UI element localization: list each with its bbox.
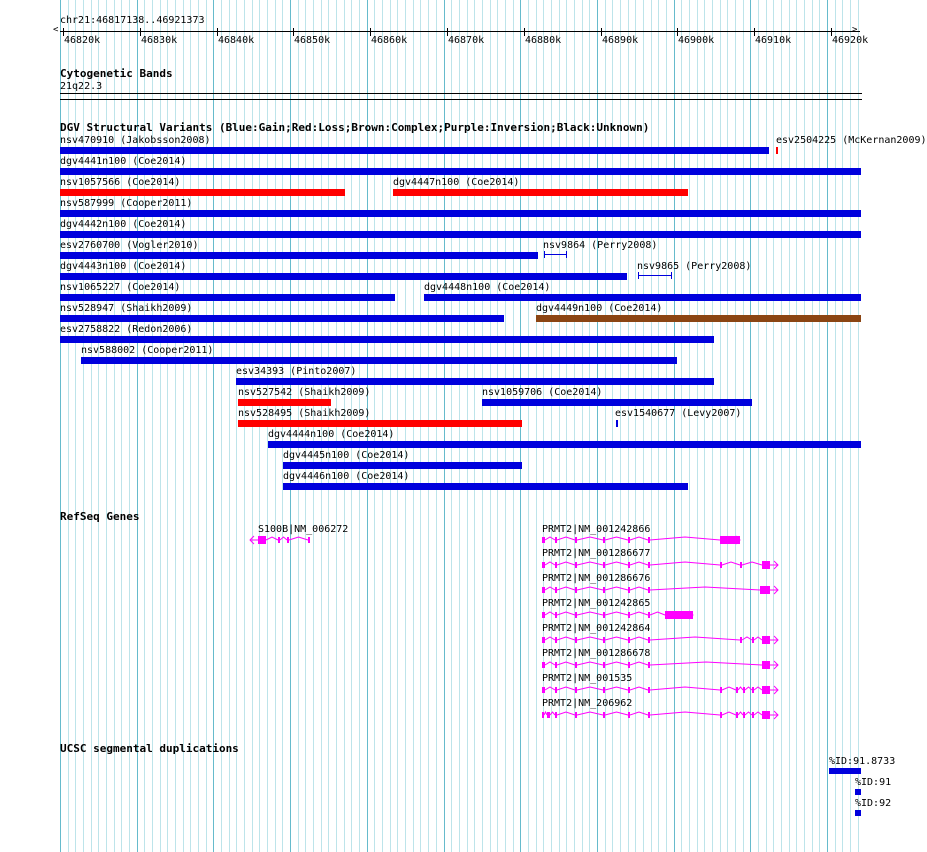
gene-exon <box>542 687 545 693</box>
gene-label[interactable]: PRMT2|NM_001535 <box>542 673 633 684</box>
gene-exon <box>628 562 630 568</box>
gene-exon <box>752 637 754 643</box>
gene-exon <box>555 687 557 693</box>
gene-intron-line <box>630 537 648 540</box>
gene-intron-line <box>557 687 575 690</box>
gene-label[interactable]: PRMT2|NM_001242864 <box>542 623 651 634</box>
gene-intron-line <box>745 687 752 690</box>
gene-exon <box>555 562 557 568</box>
gene-intron-line <box>577 537 603 540</box>
gene-exon <box>762 661 770 669</box>
gene-label[interactable]: PRMT2|NM_001242866 <box>542 524 651 535</box>
ruler-tick-label: 46920k <box>832 35 869 46</box>
gene-intron-line <box>605 662 628 665</box>
gene-intron-line <box>545 562 555 565</box>
gene-intron-line <box>650 562 720 565</box>
dgv-variant-label[interactable]: dgv4449n100 (Coe2014) <box>536 303 663 314</box>
gene-exon <box>752 712 754 718</box>
dgv-variant-label[interactable]: nsv1057566 (Coe2014) <box>60 177 181 188</box>
gene-exon <box>760 586 770 594</box>
ruler-tick-label: 46820k <box>64 35 101 46</box>
gene-intron-line <box>630 712 648 715</box>
ruler-tick-label: 46830k <box>141 35 178 46</box>
dgv-variant-label[interactable]: esv2504225 (McKernan2009) <box>776 135 927 146</box>
gene-label[interactable]: S100B|NM_006272 <box>258 524 349 535</box>
gene-exon <box>258 536 266 544</box>
dgv-variant-label[interactable]: dgv4446n100 (Coe2014) <box>283 471 410 482</box>
dgv-variant-label[interactable]: esv34393 (Pinto2007) <box>236 366 357 377</box>
gene-intron-line <box>605 712 628 715</box>
gene-label[interactable]: PRMT2|NM_001242865 <box>542 598 651 609</box>
gene-exon <box>628 662 630 668</box>
gene-label[interactable]: PRMT2|NM_001286677 <box>542 548 651 559</box>
gene-exon <box>603 612 605 618</box>
gene-exon <box>542 537 545 543</box>
gene-intron-line <box>557 637 575 640</box>
segdup-bar[interactable] <box>855 810 861 816</box>
dgv-variant-label[interactable]: nsv9864 (Perry2008) <box>543 240 658 251</box>
gene-intron-line <box>577 712 603 715</box>
gene-intron-line <box>742 562 762 565</box>
gene-exon <box>762 711 770 719</box>
ruler-tick-label: 46880k <box>525 35 562 46</box>
gene-exon <box>575 662 577 668</box>
gene-intron-line <box>266 537 278 540</box>
gene-exon <box>762 686 770 694</box>
gene-exon <box>603 587 605 593</box>
gene-intron-line <box>742 637 752 640</box>
gene-intron-line <box>605 637 628 640</box>
gene-exon <box>628 612 630 618</box>
gene-exon <box>575 712 577 718</box>
gene-exon <box>287 537 289 543</box>
gene-intron-line <box>605 687 628 690</box>
ruler-tick-label: 46860k <box>371 35 408 46</box>
dgv-variant-label[interactable]: dgv4442n100 (Coe2014) <box>60 219 187 230</box>
gene-exon <box>603 537 605 543</box>
gene-intron-line <box>577 662 603 665</box>
ruler-location-label: chr21:46817138..46921373 <box>60 15 205 26</box>
dgv-variant-label[interactable]: nsv1065227 (Coe2014) <box>60 282 181 293</box>
dgv-variant-label[interactable]: dgv4443n100 (Coe2014) <box>60 261 187 272</box>
gene-exon <box>542 562 545 568</box>
gene-exon <box>555 637 557 643</box>
gene-intron-line <box>557 587 575 590</box>
gene-intron-line <box>557 562 575 565</box>
gene-exon <box>762 636 770 644</box>
gene-exon <box>575 562 577 568</box>
gene-intron-line <box>605 587 628 590</box>
dgv-variant-label[interactable]: nsv9865 (Perry2008) <box>637 261 752 272</box>
gene-intron-line <box>650 537 720 540</box>
gene-exon <box>648 637 650 643</box>
gene-intron-line <box>545 662 555 665</box>
segdup-bar[interactable] <box>829 768 861 774</box>
gene-intron-line <box>545 587 555 590</box>
gene-intron-line <box>745 712 752 715</box>
gene-exon <box>308 537 310 543</box>
dgv-variant-label[interactable]: dgv4448n100 (Coe2014) <box>424 282 551 293</box>
ruler-tick-label: 46900k <box>678 35 715 46</box>
gene-intron-line <box>630 687 648 690</box>
dgv-variant-label[interactable]: dgv4444n100 (Coe2014) <box>268 429 395 440</box>
gene-exon <box>720 712 722 718</box>
gene-label[interactable]: PRMT2|NM_206962 <box>542 698 633 709</box>
segdup-label[interactable]: %ID:92 <box>855 798 892 809</box>
gene-intron-line <box>630 587 648 590</box>
gene-exon <box>762 561 770 569</box>
dgv-variant-label[interactable]: nsv587999 (Cooper2011) <box>60 198 193 209</box>
ruler-right-arrow-icon: > <box>852 25 858 35</box>
gene-intron-line <box>577 637 603 640</box>
gene-intron-line <box>754 712 762 715</box>
gene-intron-line <box>630 662 648 665</box>
dgv-variant-label[interactable]: dgv4445n100 (Coe2014) <box>283 450 410 461</box>
gene-exon <box>736 712 738 718</box>
gene-intron-line <box>722 712 736 715</box>
gene-exon <box>648 612 650 618</box>
gene-intron-line <box>545 612 555 615</box>
gene-exon <box>278 537 280 543</box>
gene-exon <box>542 587 545 593</box>
ruler-tick-label: 46910k <box>755 35 792 46</box>
dgv-variant-label[interactable]: esv2758822 (Redon2006) <box>60 324 193 335</box>
gene-intron-line <box>630 637 648 640</box>
gene-exon <box>603 687 605 693</box>
dgv-variant-label[interactable]: esv1540677 (Levy2007) <box>615 408 742 419</box>
gene-intron-line <box>545 537 555 540</box>
gene-exon <box>575 537 577 543</box>
gene-intron-line <box>754 637 762 640</box>
gene-exon <box>743 687 745 693</box>
cytobands-track-title[interactable]: Cytogenetic Bands <box>60 67 173 80</box>
gene-intron-line <box>650 662 762 665</box>
gene-exon <box>575 587 577 593</box>
gene-intron-line <box>605 562 628 565</box>
gene-exon <box>752 687 754 693</box>
dgv-track-title[interactable]: DGV Structural Variants (Blue:Gain;Red:Loss;Brown:Complex;Purple:Inversion;Black:Unknown) <box>60 121 650 134</box>
gene-exon <box>648 662 650 668</box>
ruler-tick-label: 46890k <box>602 35 639 46</box>
ruler-tick-label: 46870k <box>448 35 485 46</box>
gene-exon <box>555 537 557 543</box>
gene-exon <box>555 712 557 718</box>
gene-intron-line <box>577 562 603 565</box>
gene-intron-line <box>577 587 603 590</box>
dgv-variant-label[interactable]: esv2760700 (Vogler2010) <box>60 240 199 251</box>
gene-exon <box>628 637 630 643</box>
ruler-left-arrow-icon: < <box>53 25 59 35</box>
gene-intron-line <box>605 537 628 540</box>
gene-intron-line <box>289 537 308 540</box>
gene-intron-line <box>738 712 743 715</box>
gene-exon <box>547 712 550 718</box>
gene-exon <box>555 587 557 593</box>
gene-label[interactable]: PRMT2|NM_001286678 <box>542 648 651 659</box>
gene-exon <box>628 687 630 693</box>
dgv-variant-label[interactable]: nsv588002 (Cooper2011) <box>81 345 214 356</box>
gene-exon <box>603 562 605 568</box>
gene-intron-line <box>545 637 555 640</box>
gene-intron-line <box>280 537 287 540</box>
gene-intron-line <box>557 612 575 615</box>
gene-exon <box>603 662 605 668</box>
segdup-bar[interactable] <box>855 789 861 795</box>
gene-intron-line <box>545 687 555 690</box>
gene-intron-line <box>650 712 720 715</box>
gene-intron-line <box>630 562 648 565</box>
dgv-variant-label[interactable]: nsv470910 (Jakobsson2008) <box>60 135 211 146</box>
dgv-variant-label[interactable]: dgv4447n100 (Coe2014) <box>393 177 520 188</box>
gene-exon <box>648 587 650 593</box>
gene-exon <box>542 662 545 668</box>
gene-exon <box>648 712 650 718</box>
gene-exon <box>628 712 630 718</box>
dgv-variant-label[interactable]: dgv4441n100 (Coe2014) <box>60 156 187 167</box>
gene-exon <box>603 712 605 718</box>
gene-intron-line <box>544 712 547 715</box>
gene-intron-line <box>557 662 575 665</box>
gene-exon <box>743 712 745 718</box>
gene-exon <box>648 537 650 543</box>
gene-exon <box>720 687 722 693</box>
gene-exon <box>736 687 738 693</box>
gene-exon <box>665 611 693 619</box>
gene-exon <box>603 637 605 643</box>
gene-intron-line <box>577 687 603 690</box>
gene-exon <box>542 612 545 618</box>
dgv-variant-label[interactable]: nsv528495 (Shaikh2009) <box>238 408 371 419</box>
segdup-track-title[interactable]: UCSC segmental duplications <box>60 742 239 755</box>
segdup-label[interactable]: %ID:91.8733 <box>829 756 896 767</box>
gene-intron-line <box>650 637 740 640</box>
gene-intron-line <box>605 612 628 615</box>
gene-intron-line <box>722 562 740 565</box>
ruler-tick-label: 46850k <box>294 35 331 46</box>
gene-exon <box>555 662 557 668</box>
gene-intron-line <box>630 612 648 615</box>
dgv-variant-label[interactable]: nsv527542 (Shaikh2009) <box>238 387 371 398</box>
gene-exon <box>575 687 577 693</box>
gene-label[interactable]: PRMT2|NM_001286676 <box>542 573 651 584</box>
gene-exon <box>575 637 577 643</box>
segdup-label[interactable]: %ID:91 <box>855 777 892 788</box>
gene-exon <box>648 562 650 568</box>
gene-intron-line <box>722 687 736 690</box>
gene-exon <box>740 637 742 643</box>
gene-exon <box>740 562 742 568</box>
gene-intron-line <box>738 687 743 690</box>
dgv-variant-label[interactable]: nsv1059706 (Coe2014) <box>482 387 603 398</box>
gene-intron-line <box>550 712 555 715</box>
gene-exon <box>542 637 545 643</box>
gene-intron-line <box>557 537 575 540</box>
gene-intron-line <box>557 712 575 715</box>
gene-intron-line <box>754 687 762 690</box>
ruler-tick-label: 46840k <box>218 35 255 46</box>
refseq-track-title[interactable]: RefSeq Genes <box>60 510 140 523</box>
gene-exon <box>720 562 722 568</box>
gene-intron-line <box>577 612 603 615</box>
gene-intron-line <box>650 612 665 615</box>
gene-intron-line <box>650 587 760 590</box>
gene-exon <box>628 537 630 543</box>
gene-exon <box>628 587 630 593</box>
cytoband-label: 21q22.3 <box>60 81 103 92</box>
gene-exon <box>542 712 544 718</box>
dgv-variant-label[interactable]: nsv528947 (Shaikh2009) <box>60 303 193 314</box>
gene-exon <box>575 612 577 618</box>
gene-intron-line <box>650 687 720 690</box>
gene-exon <box>555 612 557 618</box>
gene-exon <box>648 687 650 693</box>
